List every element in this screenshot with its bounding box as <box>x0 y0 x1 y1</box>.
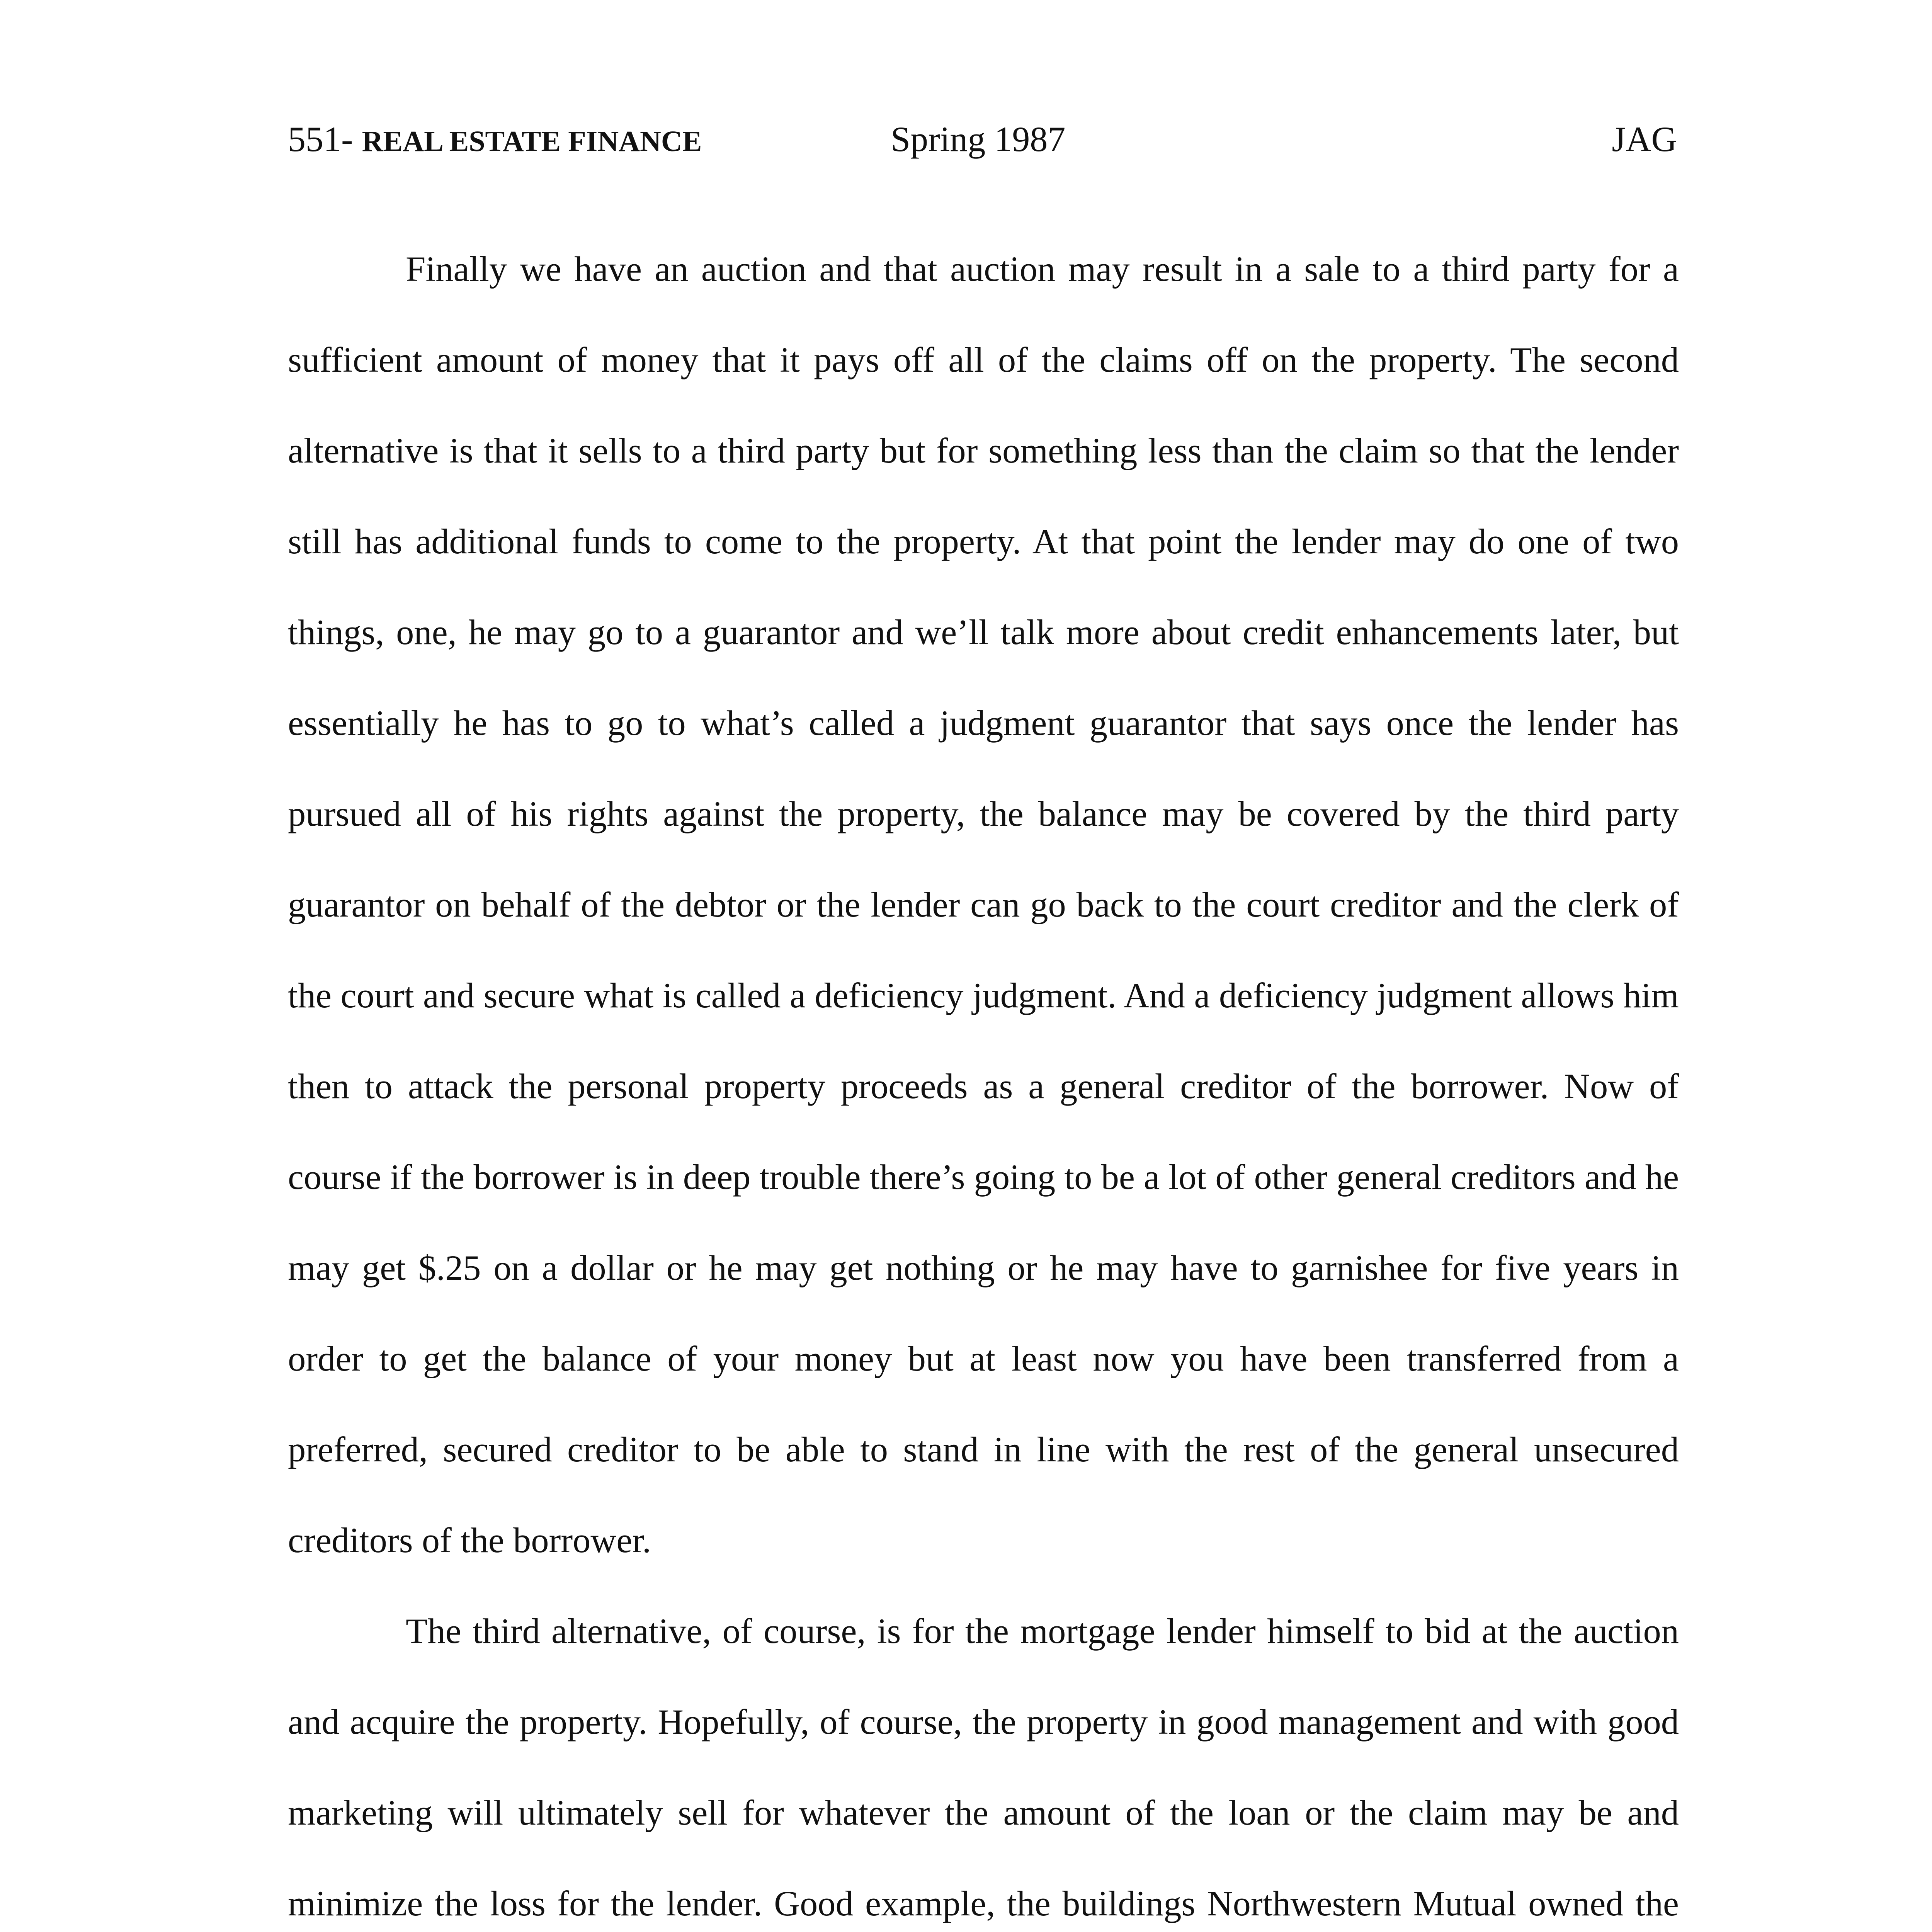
term-label: Spring 1987 <box>891 119 1066 159</box>
course-code: 551- <box>288 119 353 159</box>
paragraph-2: The third alternative, of course, is for the mortgage lender himself to bid at the auction and acquire the property. Hopefully, of course, the property in good management and with good marketing will ultimately sell for whatever the amount of the loan or the claim may be and minimize the loss for the lender. Good example, the buildings Northwestern Mutual owned the <box>288 1612 1679 1923</box>
body-text <box>288 224 1679 1932</box>
course-title: REAL ESTATE FINANCE <box>362 125 702 158</box>
paragraph-1: Finally we have an auction and that auction may result in a sale to a third party for a sufficient amount of money that it pays off all of the claims off on the property. The second alternative is that it sells to a third party but for something less than the claim so that the lender still has additional funds to come to the property. At that point the lender may do one of two things, one, he may go to a guarantor and we’ll talk more about credit enhancements later, but essentially he has to go to what’s called a judgment guarantor that says once the lender has pursued all of his rights against the property, the balance may be covered by the third party guarantor on behalf of the debtor or the lender can go back to the court creditor and the clerk of the court and secure what is called a deficiency judgment. And a deficiency judgment allows him then to attack the personal property proceeds as a general creditor of the borrower. Now of course if the borrower is in deep trouble there’s going to be a lot of other general creditors and he may get $.25 on a dollar or he may get nothing or he may have to garnishee for five years in order to get the balance of your money but at least now you have been transferred from a preferred, secured creditor to be able to stand in line with the rest of the general unsecured creditors of the borrower. <box>288 250 1679 1560</box>
author-initials: JAG <box>1612 119 1677 159</box>
page-header <box>288 116 1677 162</box>
course-heading <box>288 116 702 165</box>
